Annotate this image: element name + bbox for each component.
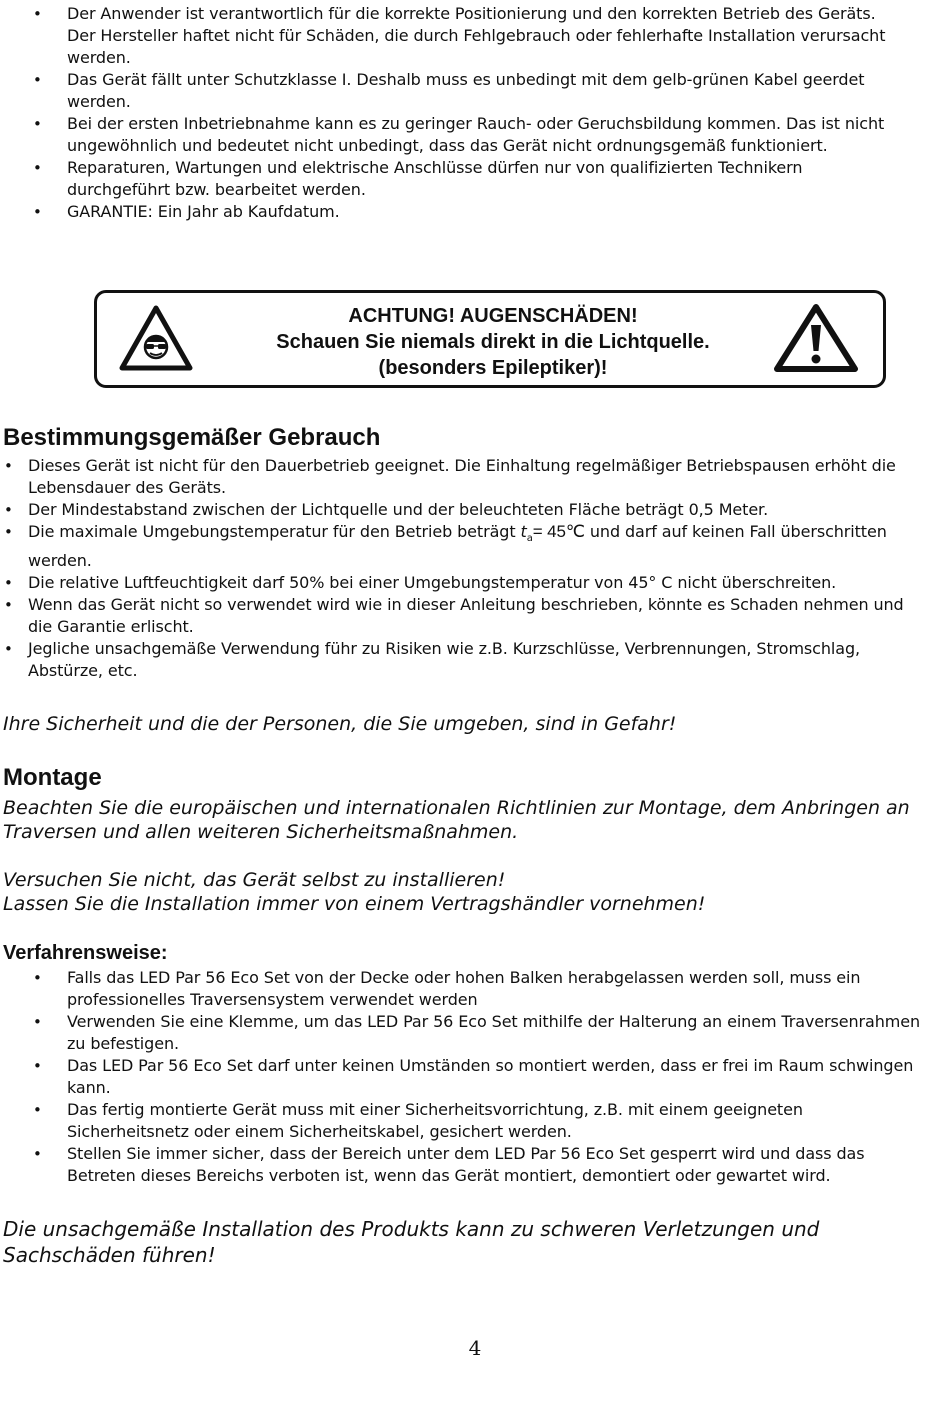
list-item [0,521,912,572]
list-item: • Dieses Gerät ist nicht für den Dauerbetrieb geeignet. Die Einhaltung regelmäßiger Betriebspausen erhöht die Lebensdauer des Geräts. [0,455,912,499]
temperature-symbol: t [520,522,527,541]
montage-guidelines: Beachten Sie die europäischen und internationalen Richtlinien zur Montage, dem Anbringen an Traversen und allen weiteren Sicherheitsmaßnahmen. [3,797,910,843]
list-item: • Der Mindestabstand zwischen der Lichtquelle und der beleuchteten Fläche beträgt 0,5 Meter. [0,499,912,521]
montage-warning-line-1: Versuchen Sie nicht, das Gerät selbst zu installieren! [3,869,506,891]
temperature-subscript: a [526,533,533,545]
temperature-text-suffix: und darf auf keinen Fall überschritten werden. [28,522,887,571]
list-item: • Falls das LED Par 56 Eco Set von der Decke oder hohen Balken herabgelassen werden soll, muss ein professionelles Traversensystem verwendet werden [0,967,925,1011]
list-item: • Verwenden Sie eine Klemme, um das LED Par 56 Eco Set mithilfe der Halterung an einem Traversenrahmen zu befestigen. [0,1011,925,1055]
warning-line-2: Schauen Sie niemals direkt in die Lichtquelle. [276,331,710,353]
intro-bullet-list [0,3,905,223]
list-item: • GARANTIE: Ein Jahr ab Kaufdatum. [0,201,905,223]
list-item: • Das Gerät fällt unter Schutzklasse I. Deshalb muss es unbedingt mit dem gelb-grünen Kabel geerdet werden. [0,69,905,113]
list-item: • Die relative Luftfeuchtigkeit darf 50% bei einer Umgebungstemperatur von 45° C nicht überschreiten. [0,572,912,594]
warning-line-1: ACHTUNG! AUGENSCHÄDEN! [348,305,638,327]
eye-protection-warning-icon [119,305,193,371]
list-item: • Das LED Par 56 Eco Set darf unter keinen Umständen so montiert werden, dass er frei im Raum schwingen kann. [0,1055,925,1099]
list-item: • Der Anwender ist verantwortlich für die korrekte Positionierung und den korrekten Betrieb des Geräts. Der Hersteller haftet nicht für Schäden, die durch Fehlgebrauch oder fehlerhafte Installation verursacht werden. [0,3,905,69]
list-item: • Reparaturen, Wartungen und elektrische Anschlüsse dürfen nur von qualifizierten Technikern durchgeführt bzw. bearbeitet werden. [0,157,905,201]
exclamation-warning-icon [773,303,859,373]
list-item: • Wenn das Gerät nicht so verwendet wird wie in dieser Anleitung beschrieben, könnte es Schaden nehmen und die Garantie erlischt. [0,594,912,638]
montage-heading: Montage [3,764,102,791]
warning-line-3: (besonders Epileptiker)! [378,357,608,379]
temperature-value: = 45℃ [532,522,585,541]
procedure-heading: Verfahrensweise: [3,942,168,964]
montage-warning-line-2: Lassen Sie die Installation immer von einem Vertragshändler vornehmen! [3,893,706,915]
usage-heading: Bestimmungsgemäßer Gebrauch [3,424,381,451]
list-item: • Jegliche unsachgemäße Verwendung führ zu Risiken wie z.B. Kurzschlüsse, Verbrennungen, Stromschlag, Abstürze, etc. [0,638,912,682]
list-item: • Das fertig montierte Gerät muss mit einer Sicherheitsvorrichtung, z.B. mit einem geeigneten Sicherheitsnetz oder einem Sicherheitskabel, gesichert werden. [0,1099,925,1143]
page-number: 4 [468,1336,482,1360]
safety-note: Ihre Sicherheit und die der Personen, die Sie umgeben, sind in Gefahr! [3,713,677,735]
closing-note: Die unsachgemäße Installation des Produkts kann zu schweren Verletzungen und Sachschäden führen! [3,1217,820,1267]
eye-damage-warning-box [94,290,886,388]
warning-text [257,303,729,381]
list-item: • Stellen Sie immer sicher, dass der Bereich unter dem LED Par 56 Eco Set gesperrt wird und dass das Betreten dieses Bereichs verboten ist, wenn das Gerät montiert, demontiert oder gewartet wird. [0,1143,925,1187]
procedure-bullet-list [0,967,925,1187]
temperature-text-prefix: Die maximale Umgebungstemperatur für den Betrieb beträgt [28,522,521,541]
list-item: • Bei der ersten Inbetriebnahme kann es zu geringer Rauch- oder Geruchsbildung kommen. Das ist nicht ungewöhnlich und bedeutet nicht unbedingt, dass das Gerät nicht ordnungsgemäß funktioniert. [0,113,905,157]
usage-bullet-list [0,455,912,682]
